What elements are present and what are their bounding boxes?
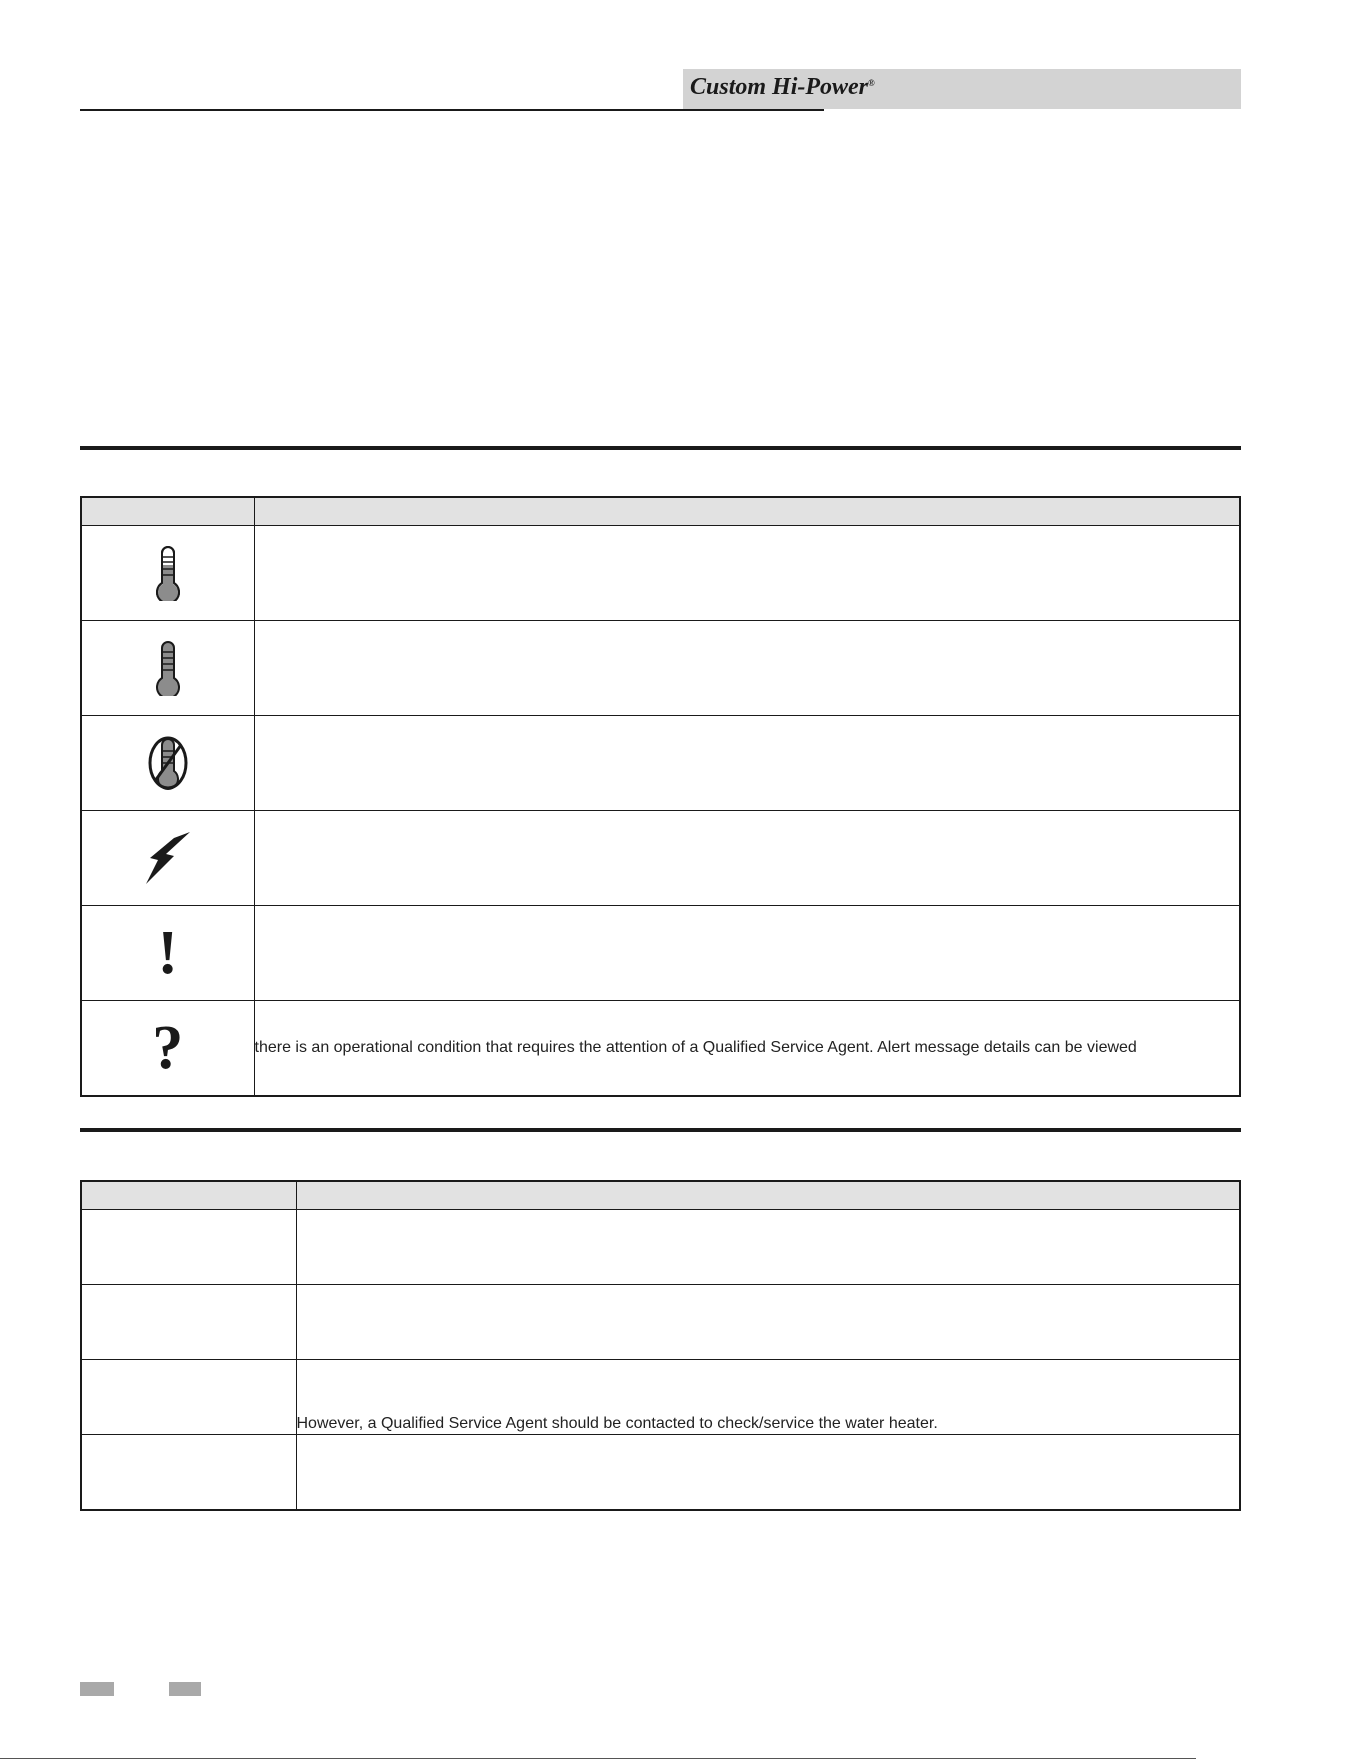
row-description (296, 1285, 1240, 1360)
description-column-header (254, 497, 1240, 526)
section-rule-icons (80, 446, 1241, 450)
table-row (81, 906, 1240, 1001)
lightning-bolt-icon (144, 830, 192, 886)
icon-cell (81, 906, 254, 1001)
status-table (80, 1180, 1241, 1511)
row-description (296, 1210, 1240, 1285)
brand-name: Custom Hi-Power (690, 74, 869, 100)
row-description (254, 716, 1240, 811)
table-row (81, 811, 1240, 906)
row-description: However, a Qualified Service Agent should be contacted to check/service the water heater. (296, 1360, 1240, 1435)
status-column-header (81, 1181, 296, 1210)
icon-cell (81, 811, 254, 906)
row-status (81, 1210, 296, 1285)
row-description: there is an operational condition that requires the attention of a Qualified Service Agent. Alert message details can be viewed (254, 1001, 1240, 1096)
row-status (81, 1435, 296, 1510)
table-row (81, 1360, 1240, 1435)
table-row (81, 1001, 1240, 1096)
brand-title (690, 74, 875, 101)
table-header-row (81, 497, 1240, 526)
icon-cell (81, 621, 254, 716)
exclamation-icon: ! (157, 919, 179, 987)
table-row (81, 716, 1240, 811)
icon-legend-table (80, 496, 1241, 1097)
registered-mark: ® (868, 78, 875, 88)
icon-cell (81, 1001, 254, 1096)
description-column-header (296, 1181, 1240, 1210)
icon-cell (81, 716, 254, 811)
table-header-row (81, 1181, 1240, 1210)
footer-block-left (80, 1682, 114, 1696)
section-rule-status (80, 1128, 1241, 1132)
header-rule (80, 109, 824, 111)
row-status (81, 1360, 296, 1435)
row-status (81, 1285, 296, 1360)
row-description (254, 906, 1240, 1001)
question-mark-icon: ? (152, 1013, 184, 1082)
bottom-rule (0, 1758, 1196, 1759)
table-row (81, 526, 1240, 621)
row-description (254, 526, 1240, 621)
table-row (81, 1435, 1240, 1510)
table-row (81, 621, 1240, 716)
thermometer-full-icon (155, 640, 181, 696)
thermometer-crossed-icon (147, 735, 189, 791)
table-row (81, 1285, 1240, 1360)
row-description (296, 1435, 1240, 1510)
icon-cell (81, 526, 254, 621)
row-description (254, 811, 1240, 906)
table-row (81, 1210, 1240, 1285)
icon-column-header (81, 497, 254, 526)
footer-block-right (169, 1682, 201, 1696)
thermometer-low-icon (155, 545, 181, 601)
row-description (254, 621, 1240, 716)
